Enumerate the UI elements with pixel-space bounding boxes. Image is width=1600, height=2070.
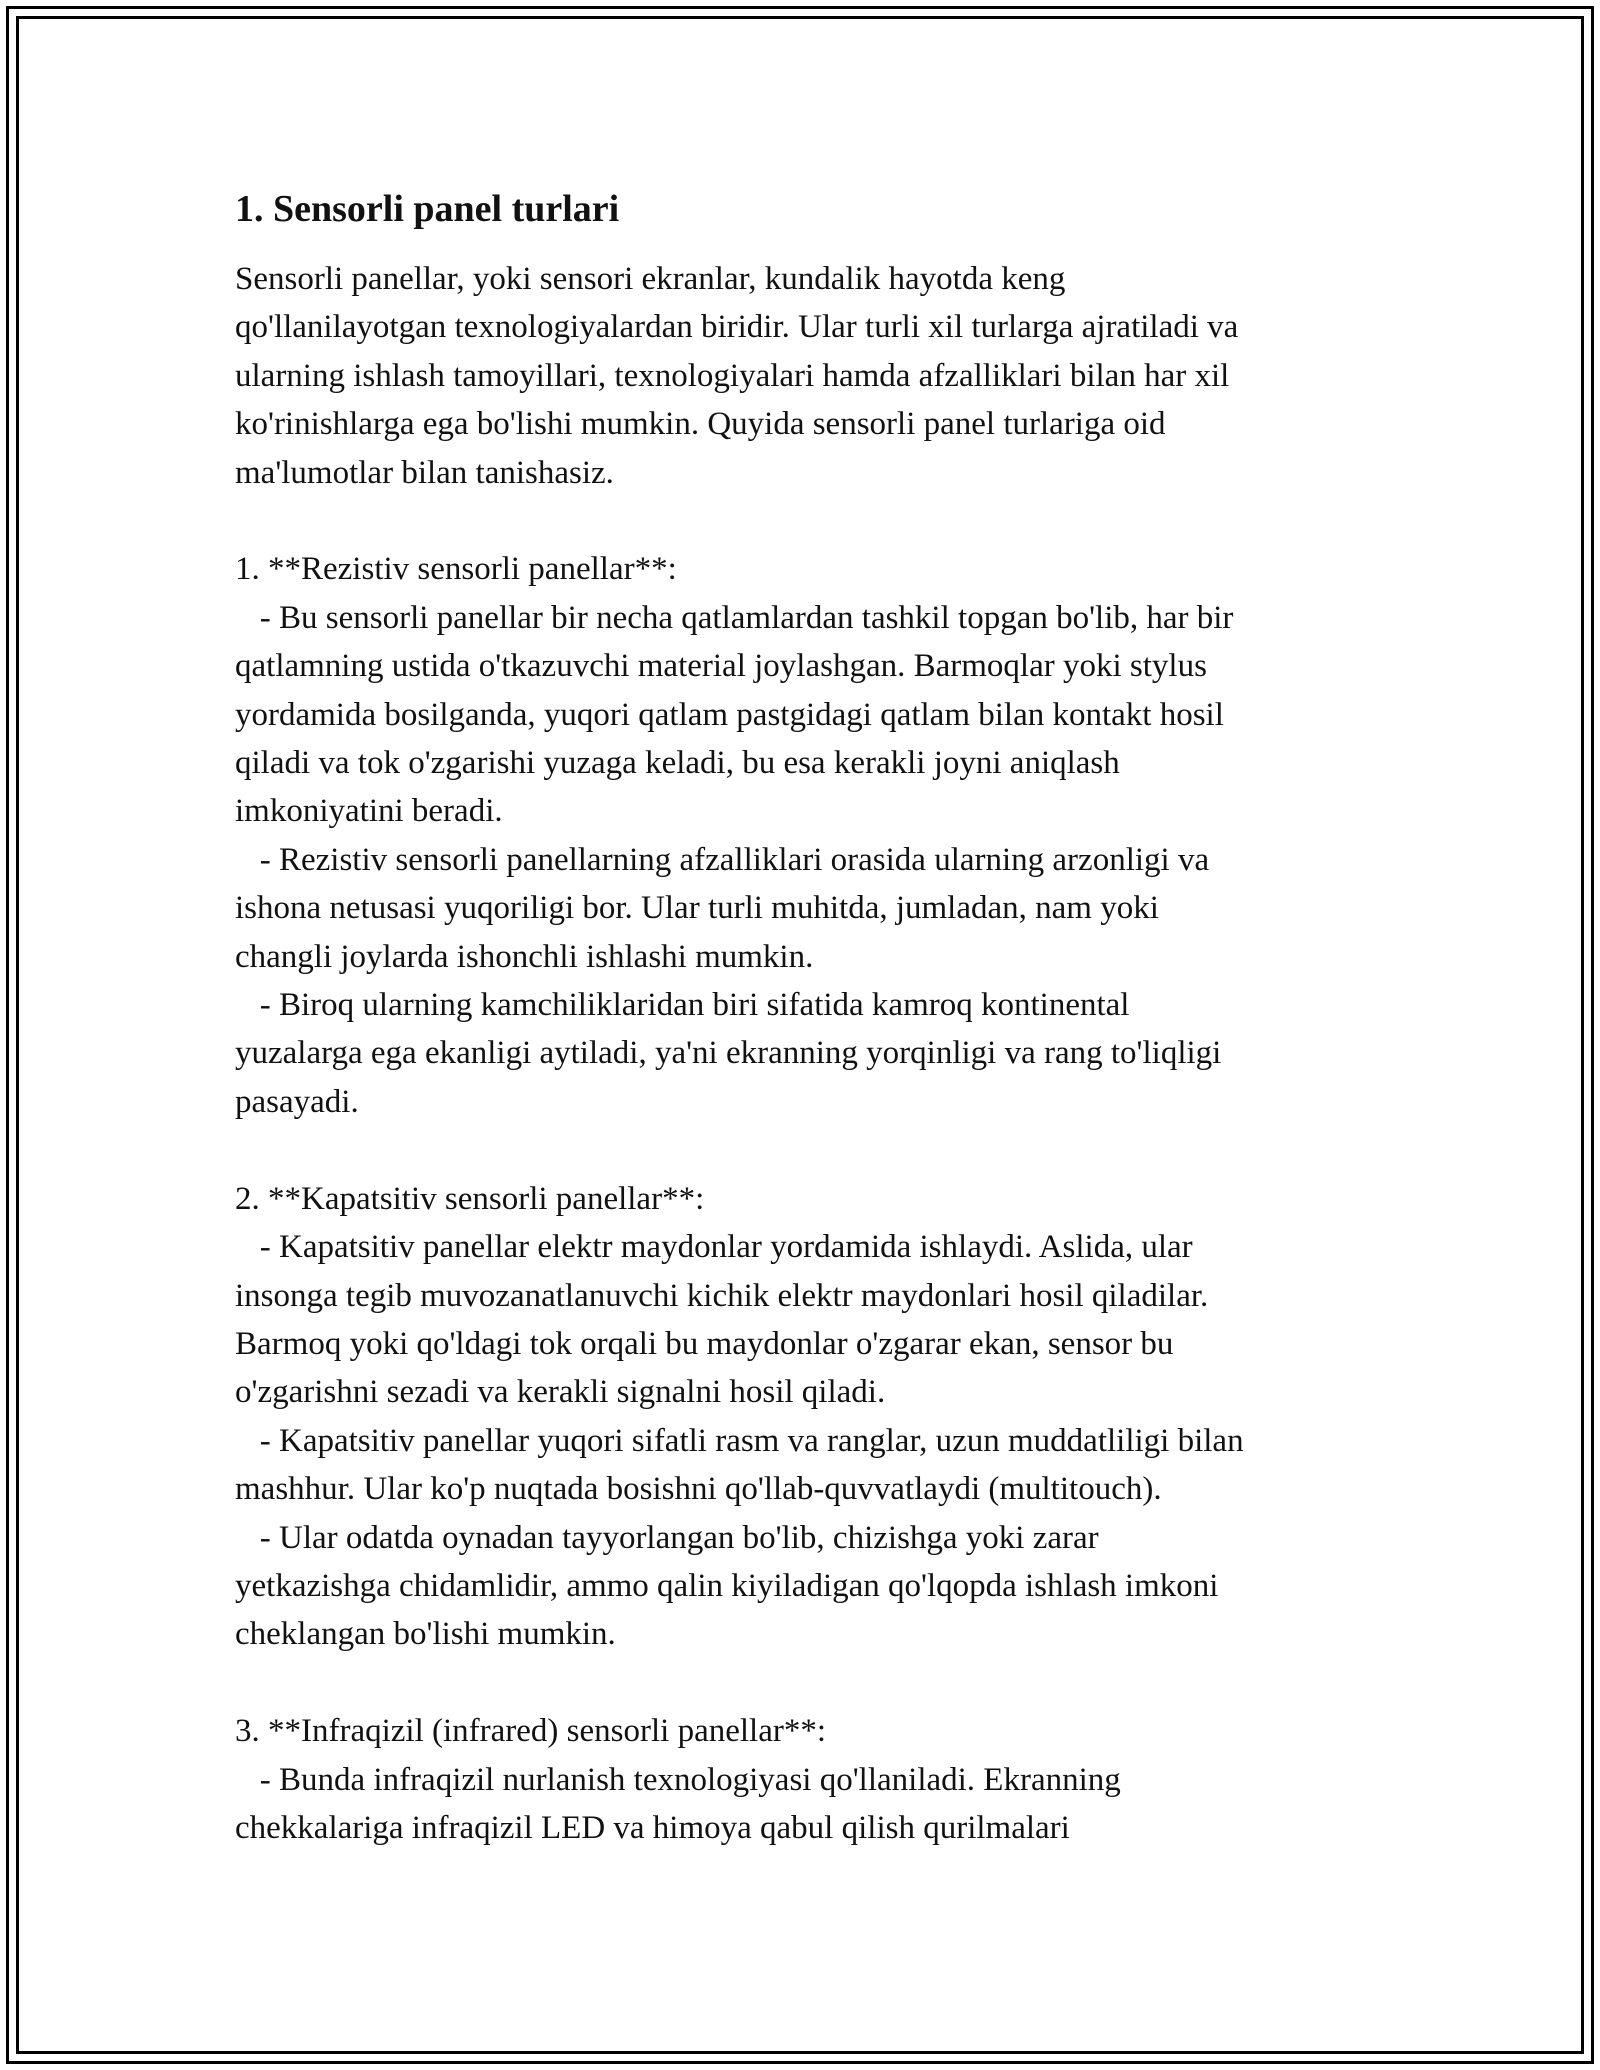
text-line (235, 497, 1385, 545)
text-line: ularning ishlash tamoyillari, texnologiyalari hamda afzalliklari bilan har xil (235, 357, 1230, 394)
text-line: changli joylarda ishonchli ishlashi mumkin. (235, 938, 814, 975)
text-line: o'zgarishni sezadi va kerakli signalni hosil qiladi. (235, 1374, 886, 1411)
text-line: - Ular odatda oynadan tayyorlangan bo'lib, chizishga yoki zarar (235, 1519, 1099, 1556)
text-line: qo'llanilayotgan texnologiyalardan biridir. Ular turli xil turlarga ajratiladi va (235, 309, 1239, 346)
text-line: - Biroq ularning kamchiliklaridan biri sifatida kamroq kontinental (235, 987, 1130, 1024)
text-line: - Kapatsitiv panellar elektr maydonlar yordamida ishlaydi. Aslida, ular (235, 1229, 1193, 1266)
section-heading: 1. Sensorli panel turlari (235, 188, 620, 230)
text-line: pasayadi. (235, 1083, 359, 1120)
text-line: yetkazishga chidamlidir, ammo qalin kiyiladigan qo'lqopda ishlash imkoni (235, 1567, 1219, 1604)
text-line: yuzalarga ega ekanligi aytiladi, ya'ni ekranning yorqinligi va rang to'liqligi (235, 1035, 1222, 1072)
text-line: qatlamning ustida o'tkazuvchi material joylashgan. Barmoqlar yoki stylus (235, 648, 1207, 685)
text-line: Barmoq yoki qo'ldagi tok orqali bu maydonlar o'zgarar ekan, sensor bu (235, 1325, 1174, 1362)
text-line: chekkalariga infraqizil LED va himoya qabul qilish qurilmalari (235, 1809, 1070, 1846)
text-line (235, 1659, 1385, 1707)
text-line: ma'lumotlar bilan tanishasiz. (235, 454, 614, 491)
text-line: mashhur. Ular ko'p nuqtada bosishni qo'llab-quvvatlaydi (multitouch). (235, 1471, 1162, 1508)
text-line: imkoniyatini beradi. (235, 793, 503, 830)
body-text (235, 255, 1385, 1852)
text-line: cheklangan bo'lishi mumkin. (235, 1616, 616, 1653)
text-line: yordamida bosilganda, yuqori qatlam pastgidagi qatlam bilan kontakt hosil (235, 696, 1224, 733)
text-line: - Bu sensorli panellar bir necha qatlamlardan tashkil topgan bo'lib, har bir (235, 599, 1234, 636)
text-line: - Kapatsitiv panellar yuqori sifatli rasm va ranglar, uzun muddatliligi bilan (235, 1422, 1244, 1459)
text-line: qiladi va tok o'zgarishi yuzaga keladi, bu esa kerakli joyni aniqlash (235, 745, 1120, 782)
text-line: ko'rinishlarga ega bo'lishi mumkin. Quyida sensorli panel turlariga oid (235, 406, 1166, 443)
text-line: 1. **Rezistiv sensorli panellar**: (235, 551, 677, 588)
text-line: ishona netusasi yuqoriligi bor. Ular turli muhitda, jumladan, nam yoki (235, 890, 1159, 927)
document-body (235, 185, 1385, 1852)
text-line: 2. **Kapatsitiv sensorli panellar**: (235, 1180, 705, 1217)
text-line (235, 1126, 1385, 1174)
text-line: - Bunda infraqizil nurlanish texnologiyasi qo'llaniladi. Ekranning (235, 1761, 1121, 1798)
text-line: - Rezistiv sensorli panellarning afzalliklari orasida ularning arzonligi va (235, 841, 1210, 878)
text-line: insonga tegib muvozanatlanuvchi kichik elektr maydonlari hosil qiladilar. (235, 1277, 1209, 1314)
text-line: Sensorli panellar, yoki sensori ekranlar, kundalik hayotda keng (235, 261, 1066, 297)
text-line: 3. **Infraqizil (infrared) sensorli panellar**: (235, 1713, 827, 1750)
